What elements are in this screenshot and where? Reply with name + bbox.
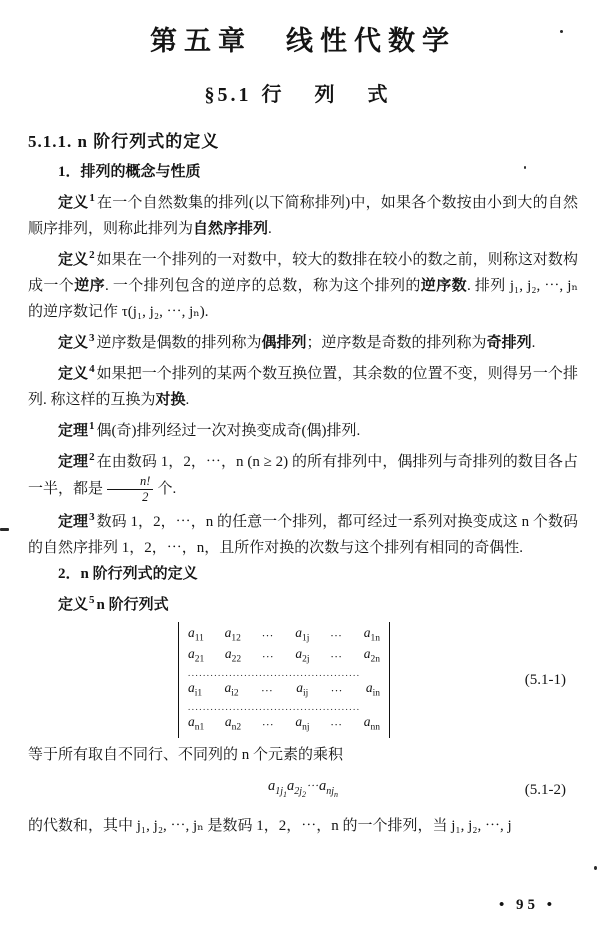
thm2-number: 2 [89, 451, 95, 463]
ellipsis: ⋯ [306, 779, 320, 793]
def1-text-end: . [268, 221, 272, 237]
matrix-row [188, 714, 380, 735]
thm2-text: 在由数码 1，2，⋯，n (n ≥ 2) 的所有排列中，偶排列与奇排列的数目各占一半，都是 [28, 454, 578, 497]
fraction-numerator: n! [107, 475, 153, 490]
paragraph-def2 [28, 242, 578, 325]
def1-label: 定义 [58, 195, 89, 211]
def2-keyword-1: 逆序 [74, 278, 105, 294]
scan-artifact [594, 866, 597, 870]
paragraph-def5 [28, 587, 578, 618]
ellipsis: ⋯ [260, 683, 274, 698]
matrix-term: $a_{in}$ [365, 679, 380, 699]
paragraph-thm2 [28, 444, 578, 504]
section-number: §5.1 [204, 84, 252, 106]
matrix-term: $a_{i1}$ [188, 679, 203, 699]
subheading-1: 1．排列的概念与性质 [58, 164, 201, 180]
matrix-term: $a_{1n}$ [363, 624, 380, 644]
after-matrix-line: 等于所有取自不同行、不同列的 n 个元素的乘积 [28, 747, 344, 763]
matrix-dotted-row: .............................................. [188, 702, 361, 712]
equation-label-1: (5.1-1) [524, 672, 566, 688]
paragraph-thm3 [28, 504, 578, 561]
def5-title: n 阶行列式 [96, 597, 169, 613]
def2-text: 如果在一个排列的一对数中，较大的数排在较小的数之前，则称这对数构成一个 [28, 252, 578, 294]
def2-text-end: . 排列 j₁, j₂, ⋯, jₙ 的逆序数记作 τ(j₁, j₂, ⋯, jₙ). [28, 278, 578, 320]
determinant-body [178, 622, 390, 738]
ellipsis: ⋯ [330, 649, 344, 664]
def2-number: 2 [89, 249, 95, 261]
ellipsis: ⋯ [261, 717, 275, 732]
ellipsis: ⋯ [261, 649, 275, 664]
def3-label: 定义 [58, 335, 89, 351]
ellipsis: ⋯ [330, 717, 344, 732]
def3-text-2: ；逆序数是奇数的排列称为 [306, 335, 487, 351]
subsection-title: 5.1.1. n 阶行列式的定义 [28, 132, 220, 151]
thm3-text: 数码 1，2，⋯，n 的任意一个排列，都可经过一系列对换变成这 n 个数码的自然序排列 1，2，⋯，n，且所作对换的次数与这个排列有相同的奇偶性. [28, 514, 578, 556]
thm3-label: 定理 [58, 514, 89, 530]
matrix-row [188, 625, 380, 646]
matrix-term: $a_{i2}$ [224, 679, 239, 699]
matrix-term: $a_{nj_n}$ [319, 778, 339, 799]
ellipsis: ⋯ [330, 683, 344, 698]
matrix-row [188, 646, 380, 667]
matrix-term: $a_{22}$ [224, 645, 242, 665]
def4-keyword: 对换 [155, 392, 186, 408]
section-words: 行 列 式 [261, 84, 402, 106]
subheading-2: 2．n 阶行列式的定义 [58, 566, 198, 582]
matrix-term: $a_{21}$ [188, 645, 205, 665]
body-text [28, 159, 578, 839]
equation-5-1-2 [28, 772, 578, 809]
matrix-term: $a_{1j_1}$ [267, 778, 287, 799]
product-formula [28, 772, 578, 809]
def3-keyword-2: 奇排列 [486, 335, 532, 351]
def4-label: 定义 [58, 366, 89, 382]
matrix-term: $a_{2n}$ [363, 645, 380, 665]
def3-number: 3 [89, 332, 95, 344]
matrix-term: $a_{n2}$ [224, 713, 242, 733]
matrix-term: $a_{2j_2}$ [286, 778, 306, 799]
paragraph-def4 [28, 356, 578, 413]
matrix-term: $a_{n1}$ [188, 713, 205, 733]
matrix-term: $a_{2j}$ [295, 645, 310, 665]
equation-label-2: (5.1-2) [524, 782, 566, 799]
matrix-dotted-row: .............................................. [188, 668, 361, 678]
def1-text: 在一个自然数集的排列(以下简称排列)中，如果各个数按由小到大的自然顺序排列，则称此排列为 [28, 195, 578, 237]
matrix-term: $a_{12}$ [224, 624, 241, 644]
paragraph-def3 [28, 325, 578, 356]
def5-number: 5 [89, 594, 95, 606]
def1-keyword: 自然序排列 [193, 221, 269, 237]
fraction-denominator: 2 [142, 490, 149, 504]
closing-line: 的代数和，其中 j₁, j₂, ⋯, jₙ 是数码 1，2，⋯，n 的一个排列，当 j₁, j₂, ⋯, j [28, 817, 512, 834]
thm1-number: 1 [89, 420, 95, 432]
paragraph-def1 [28, 185, 578, 242]
equation-5-1-1 [28, 622, 578, 738]
thm2-label: 定理 [58, 454, 89, 470]
matrix-term: $a_{ij}$ [296, 679, 309, 699]
def4-text-end: . [185, 392, 190, 408]
section-title [28, 58, 578, 108]
def2-keyword-2: 逆序数 [420, 278, 467, 294]
thm3-number: 3 [89, 511, 95, 523]
matrix-row [188, 680, 380, 701]
matrix-term: $a_{nn}$ [363, 713, 380, 733]
matrix-term: $a_{nj}$ [295, 713, 310, 733]
def5-label: 定义 [58, 597, 89, 613]
ellipsis: ⋯ [261, 628, 275, 643]
def1-number: 1 [89, 192, 95, 204]
def3-text-end: . [531, 335, 536, 351]
matrix-term: $a_{1j}$ [295, 624, 310, 644]
ellipsis: ⋯ [330, 628, 344, 643]
def4-number: 4 [89, 363, 95, 375]
thm1-text: 偶(奇)排列经过一次对换变成奇(偶)排列. [96, 423, 361, 439]
matrix-term: $a_{11}$ [188, 624, 204, 644]
def2-label: 定义 [58, 252, 89, 268]
thm1-label: 定理 [58, 423, 89, 439]
def4-text: 如果把一个排列的某两个数互换位置，其余数的位置不变，则得另一个排列. 称这样的互换为 [28, 366, 578, 408]
def2-text-2: . 一个排列包含的逆序的总数，称为这个排列的 [104, 278, 421, 294]
def3-keyword-1: 偶排列 [261, 335, 307, 351]
paragraph-thm1 [28, 413, 578, 444]
thm2-text-end: 个. [157, 480, 177, 497]
fraction-n-factorial-over-2 [107, 475, 153, 504]
page-number: • 95 • [498, 897, 556, 913]
chapter-title: 第五章 线性代数学 [150, 26, 456, 56]
def3-text: 逆序数是偶数的排列称为 [96, 335, 262, 351]
